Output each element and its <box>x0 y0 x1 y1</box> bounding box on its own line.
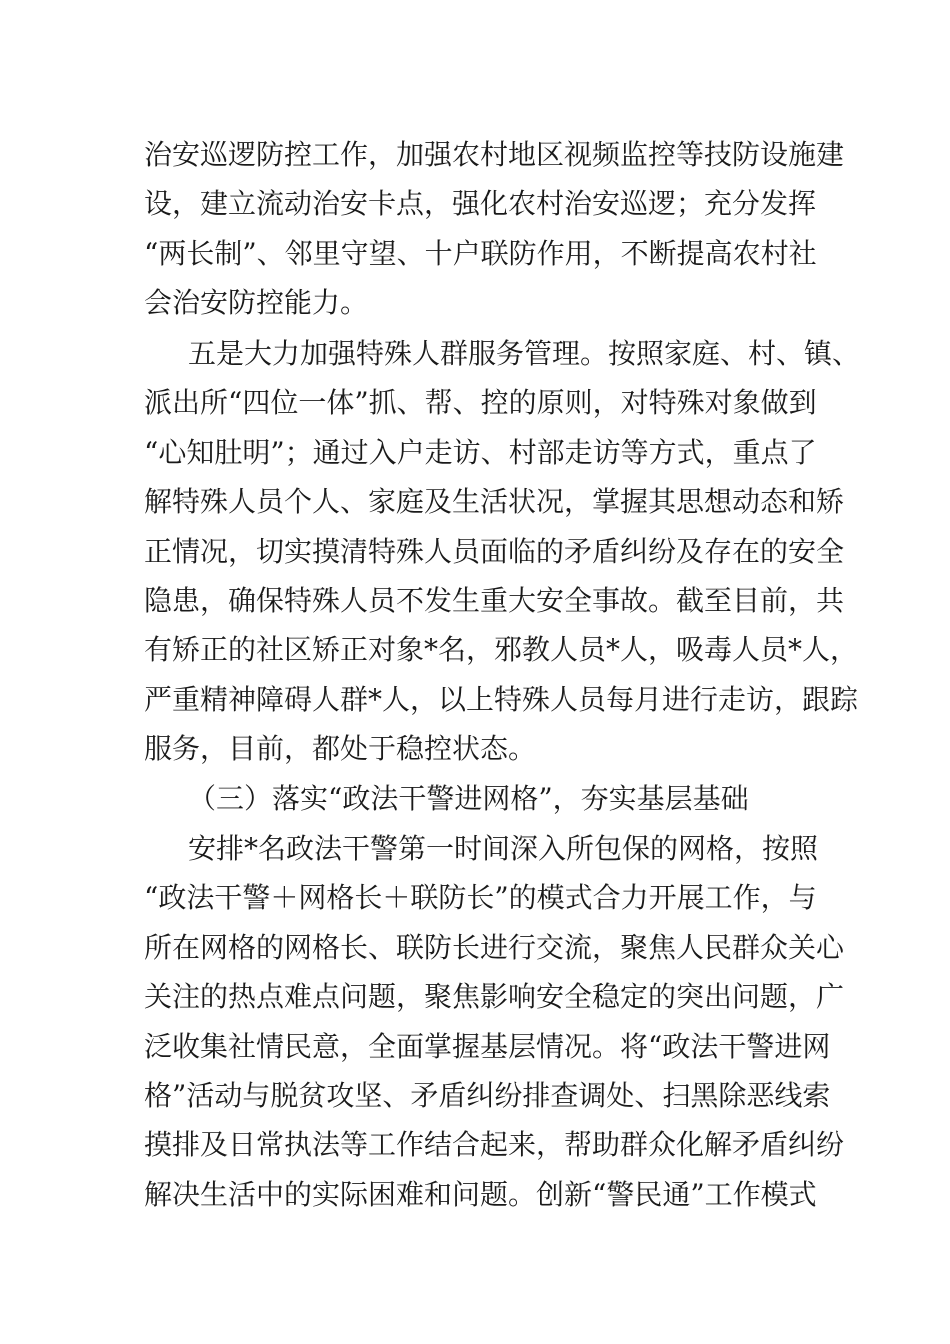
paragraph-police-grid <box>144 824 845 1219</box>
text-line: 严重精神障碍人群*人，以上特殊人员每月进行走访，跟踪 <box>144 682 859 716</box>
text-line: 解特殊人员个人、家庭及生活状况，掌握其思想动态和矫 <box>144 485 845 519</box>
text-line: 解决生活中的实际困难和问题。创新“警民通”工作模式 <box>144 1177 817 1211</box>
paragraph-special-groups <box>144 329 861 774</box>
text-line: 设，建立流动治安卡点，强化农村治安巡逻；充分发挥 <box>144 187 817 221</box>
text-line: “两长制”、邻里守望、十户联防作用，不断提高农村社 <box>144 236 817 270</box>
text-line: 派出所“四位一体”抓、帮、控的原则，对特殊对象做到 <box>144 386 817 420</box>
text-line: 泛收集社情民意，全面掌握基层情况。将“政法干警进网 <box>144 1029 831 1063</box>
section-heading: （三）落实“政法干警进网格”，夯实基层基础 <box>188 782 749 815</box>
text-line: 隐患，确保特殊人员不发生重大安全事故。截至目前，共 <box>144 583 845 617</box>
text-line: 格”活动与脱贫攻坚、矛盾纠纷排查调处、扫黑除恶线索 <box>144 1078 831 1112</box>
paragraph-security-patrol <box>144 130 845 328</box>
text-line: 治安巡逻防控工作，加强农村地区视频监控等技防设施建 <box>144 138 845 171</box>
text-line: 服务，目前，都处于稳控状态。 <box>144 732 537 766</box>
text-line: 安排*名政法干警第一时间深入所包保的网格，按照 <box>188 832 819 865</box>
text-line: 摸排及日常执法等工作结合起来，帮助群众化解矛盾纠纷 <box>144 1128 845 1162</box>
text-line: 关注的热点难点问题，聚焦影响安全稳定的突出问题，广 <box>144 980 845 1014</box>
text-line: 五是大力加强特殊人群服务管理。按照家庭、村、镇、 <box>188 337 861 370</box>
text-line: 所在网格的网格长、联防长进行交流，聚焦人民群众关心 <box>144 930 845 964</box>
text-line: “政法干警＋网格长＋联防长”的模式合力开展工作，与 <box>144 881 817 915</box>
section-heading-3 <box>144 774 812 823</box>
text-line: “心知肚明”；通过入户走访、村部走访等方式，重点了 <box>144 435 817 469</box>
text-line: 会治安防控能力。 <box>144 286 369 320</box>
text-line: 正情况，切实摸清特殊人员面临的矛盾纠纷及存在的安全 <box>144 534 845 568</box>
text-line: 有矫正的社区矫正对象*名，邪教人员*人，吸毒人员*人， <box>144 633 859 667</box>
